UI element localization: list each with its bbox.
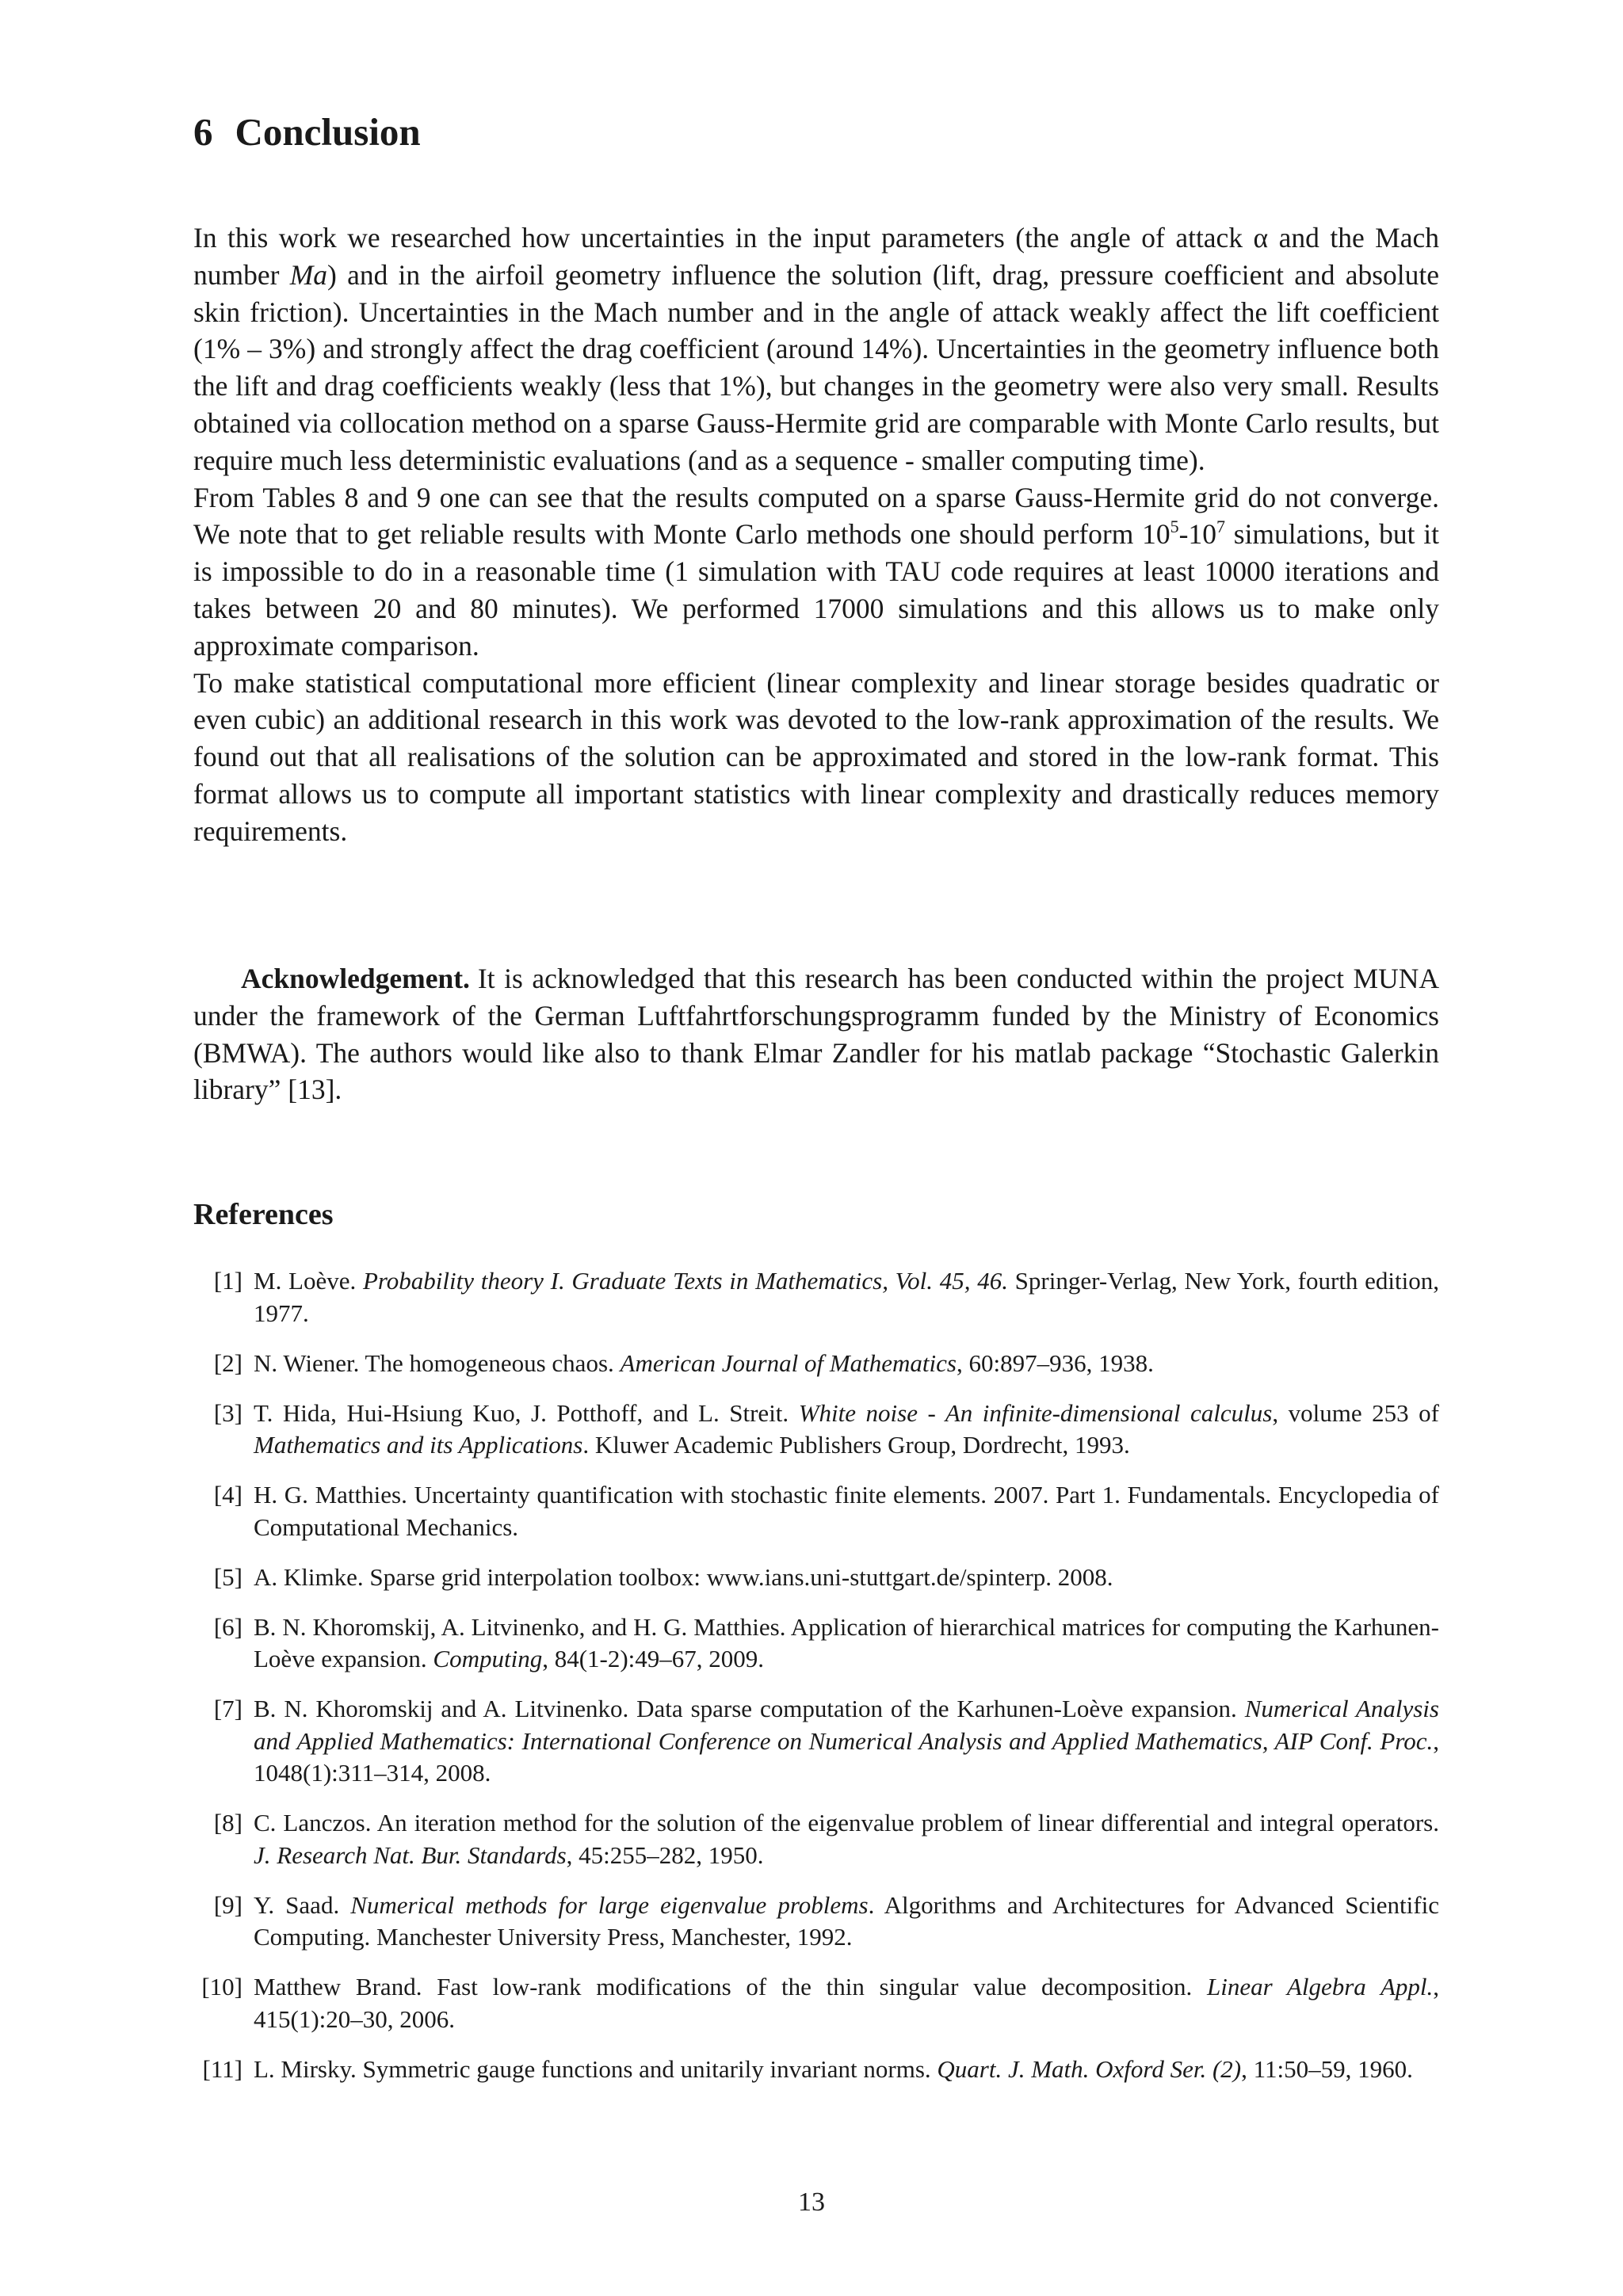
reference-text <box>254 1399 1439 1459</box>
reference-part: , volume 253 of <box>1272 1398 1439 1427</box>
reference-italic-part: Numerical Analysis and Applied Mathematics: International Conference on Numerical Analysis and Applied Mathematics, AIP Conf. Proc. <box>254 1695 1439 1755</box>
reference-part: Matthew Brand. Fast low-rank modifications of the thin singular value decomposition. <box>254 1973 1208 2000</box>
acknowledgement-paragraph <box>193 960 1439 1108</box>
reference-text <box>254 1973 1439 2033</box>
reference-italic-part: Computing <box>433 1645 543 1672</box>
reference-part: B. N. Khoromskij, A. Litvinenko, and H. G. Matthies. Application of hierarchical matrices for computing the Karhunen-Loève expansion. <box>254 1612 1439 1672</box>
conclusion-paragraph-1 <box>193 219 1439 479</box>
reference-item <box>193 1479 1439 1543</box>
reference-number: [1] <box>213 1267 242 1295</box>
reference-part: , 11:50–59, 1960. <box>1241 2054 1413 2083</box>
reference-number: [2] <box>213 1348 242 1377</box>
reference-item <box>193 1693 1439 1790</box>
conclusion-paragraph-3: To make statistical computational more efficient (linear complexity and linear storage besides quadratic or even cubic) an additional research in this work was devoted to the low-rank approximation of the results. We found out that all realisations of the solution can be approximated and stored in the low-rank format. This format allows us to compute all important statistics with linear complexity and drastically reduces memory requirements. <box>193 666 1439 847</box>
conclusion-p1-part-a: In this work we researched how uncertainties in the input parameters (the angle of attack α and the Mach number <box>193 222 1439 291</box>
conclusion-body <box>193 219 1439 850</box>
reference-text <box>254 1891 1439 1951</box>
conclusion-paragraph-2 <box>193 479 1439 665</box>
reference-part: , 415(1):20–30, 2006. <box>254 1973 1439 2033</box>
reference-number: [4] <box>213 1481 242 1508</box>
reference-text <box>254 1481 1439 1541</box>
mach-symbol: Ma <box>289 258 328 291</box>
reference-italic-part: White noise - An infinite-dimensional calculus <box>798 1398 1273 1427</box>
reference-part: , 84(1-2):49–67, 2009. <box>542 1645 765 1672</box>
conclusion-p2-part-a: From Tables 8 and 9 one can see that the results computed on a sparse Gauss-Hermite grid do not converge. We note that to get reliable results with Monte Carlo methods one should perform 10 <box>193 481 1439 551</box>
reference-part: B. N. Khoromskij and A. Litvinenko. Data sparse computation of the Karhunen-Loève expansion. <box>254 1695 1245 1722</box>
section-title: Conclusion <box>235 110 421 154</box>
reference-part: . Algorithms and Architectures for Advanced Scientific Computing. Manchester University Press, Manchester, 1992. <box>254 1890 1439 1951</box>
reference-text <box>254 1267 1439 1327</box>
references-heading: References <box>193 1198 334 1231</box>
conclusion-p1-part-b: ) and in the airfoil geometry influence the solution (lift, drag, pressure coefficient and absolute skin friction). Uncertainties in the Mach number and in the angle of attack weakly affect the lift coefficient (1% – 3%) and strongly affect the drag coefficient (around 14%). Uncertainties in the geometry influence both the lift and drag coefficients weakly (less that 1%), but changes in the geometry were also very small. Results obtained via collocation method on a sparse Gauss-Hermite grid are comparable with Monte Carlo results, but require much less deterministic evaluations (and as a sequence - smaller computing time). <box>193 258 1439 476</box>
references-list <box>193 1265 1439 2103</box>
reference-number: [8] <box>213 1809 242 1836</box>
section-number: 6 <box>193 110 213 154</box>
reference-part: , 1048(1):311–314, 2008. <box>254 1726 1439 1787</box>
acknowledgement-heading: Acknowledgement. <box>241 963 470 994</box>
conclusion-p2-part-b: simulations, but it is impossible to do in a reasonable time (1 simulation with TAU code requires at least 10000 iterations and takes between 20 and 80 minutes). We performed 17000 simulations and this allows us to make only approximate comparison. <box>193 518 1439 662</box>
reference-italic-part: Mathematics and its Applications <box>254 1431 583 1459</box>
reference-part: N. Wiener. The homogeneous chaos. <box>254 1348 621 1377</box>
reference-part: C. Lanczos. An iteration method for the solution of the eigenvalue problem of linear differential and integral operators. <box>254 1809 1439 1836</box>
reference-item <box>193 1562 1439 1594</box>
reference-text <box>254 2055 1413 2083</box>
reference-part: L. Mirsky. Symmetric gauge functions and unitarily invariant norms. <box>254 2054 938 2083</box>
section-heading <box>193 105 421 160</box>
reference-item <box>193 1265 1439 1329</box>
reference-text <box>254 1563 1113 1591</box>
reference-item <box>193 2054 1439 2086</box>
reference-number: [3] <box>213 1398 242 1427</box>
reference-number: [11] <box>202 2054 242 2083</box>
exponent-5: 5 <box>1170 517 1179 537</box>
reference-part: Springer-Verlag, New York, fourth edition, 1977. <box>254 1267 1439 1327</box>
reference-part: M. Loève. <box>254 1267 363 1295</box>
acknowledgement-text: It is acknowledged that this research has been conducted within the project MUNA under the framework of the German Luftfahrtforschungsprogramm funded by the Ministry of Economics (BMWA). The authors would like also to thank Elmar Zandler for his matlab package “Stochastic Galerkin library” [13]. <box>193 963 1439 1106</box>
reference-part: T. Hida, Hui-Hsiung Kuo, J. Potthoff, and L. Streit. <box>254 1398 799 1427</box>
reference-item <box>193 1890 1439 1954</box>
reference-part: H. G. Matthies. Uncertainty quantification with stochastic finite elements. 2007. Part 1. Fundamentals. Encyclopedia of Computational Mechanics. <box>254 1481 1439 1541</box>
acknowledgement-block <box>193 960 1439 1108</box>
reference-part: , 45:255–282, 1950. <box>566 1840 764 1869</box>
reference-text <box>254 1613 1439 1673</box>
reference-number: [9] <box>213 1890 242 1919</box>
reference-text <box>254 1349 1154 1377</box>
reference-item <box>193 1611 1439 1676</box>
reference-item <box>193 1807 1439 1871</box>
reference-italic-part: Quart. J. Math. Oxford Ser. (2) <box>937 2054 1242 2083</box>
reference-item <box>193 1971 1439 2035</box>
reference-italic-part: Linear Algebra Appl. <box>1207 1973 1434 2000</box>
reference-text <box>254 1809 1439 1869</box>
reference-italic-part: J. Research Nat. Bur. Standards <box>254 1840 567 1869</box>
reference-italic-part: American Journal of Mathematics <box>620 1348 957 1377</box>
reference-part: . Kluwer Academic Publishers Group, Dordrecht, 1993. <box>582 1431 1130 1459</box>
exponent-7: 7 <box>1216 517 1225 537</box>
reference-number: [7] <box>213 1695 242 1722</box>
reference-italic-part: Probability theory I. Graduate Texts in Mathematics, Vol. 45, 46. <box>362 1267 1008 1295</box>
reference-italic-part: Numerical methods for large eigenvalue problems <box>350 1890 869 1919</box>
reference-part: Y. Saad. <box>254 1890 351 1919</box>
reference-number: [10] <box>201 1973 242 2000</box>
reference-part: A. Klimke. Sparse grid interpolation toolbox: www.ians.uni-stuttgart.de/spinterp. 2008. <box>254 1562 1113 1591</box>
reference-item <box>193 1398 1439 1462</box>
reference-part: , 60:897–936, 1938. <box>956 1348 1154 1377</box>
conclusion-p2-mid: -10 <box>1178 518 1216 551</box>
reference-text <box>254 1695 1439 1787</box>
reference-number: [6] <box>213 1612 242 1641</box>
page-number: 13 <box>798 2187 825 2217</box>
reference-item <box>193 1348 1439 1380</box>
reference-number: [5] <box>213 1562 242 1591</box>
